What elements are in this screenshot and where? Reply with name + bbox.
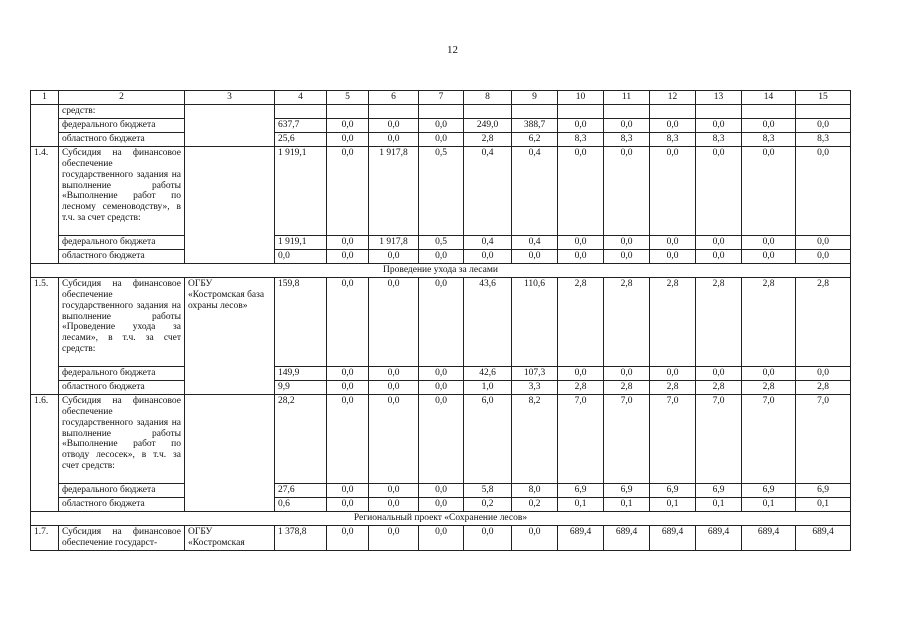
- value-cell: 0,0: [696, 249, 742, 263]
- value-cell: 0,0: [419, 380, 464, 394]
- value-cell: 0,4: [464, 146, 512, 235]
- value-cell: 689,4: [742, 525, 796, 550]
- value-cell: 8,3: [796, 132, 851, 146]
- table-row: [31, 146, 851, 235]
- value-cell: 6,9: [696, 483, 742, 497]
- value-cell: 0,0: [419, 118, 464, 132]
- value-cell: 2,8: [796, 380, 851, 394]
- header-cell: 14: [742, 91, 796, 105]
- value-cell: 0,0: [650, 235, 696, 249]
- value-cell: 0,0: [742, 146, 796, 235]
- value-cell: 0,4: [512, 235, 558, 249]
- value-cell: 0,0: [650, 249, 696, 263]
- value-cell: 1 378,8: [275, 525, 327, 550]
- value-cell: 0,0: [558, 118, 604, 132]
- value-cell: 0,0: [604, 366, 650, 380]
- value-cell: 8,3: [650, 132, 696, 146]
- value-cell: 0,0: [796, 235, 851, 249]
- value-cell: 0,2: [464, 497, 512, 511]
- value-cell: 0,4: [464, 235, 512, 249]
- value-cell: 0,0: [369, 366, 419, 380]
- value-cell: 2,8: [696, 277, 742, 366]
- value-cell: 2,8: [650, 380, 696, 394]
- row-label: федерального бюджета: [59, 483, 185, 497]
- row-label: федерального бюджета: [59, 235, 185, 249]
- value-cell: 0,0: [369, 277, 419, 366]
- value-cell: 0,0: [327, 394, 369, 483]
- value-cell: 0,0: [796, 146, 851, 235]
- value-cell: 0,0: [464, 249, 512, 263]
- value-cell: 0,0: [558, 235, 604, 249]
- value-cell: 2,8: [464, 132, 512, 146]
- section-row: [31, 511, 851, 525]
- row-label: областного бюджета: [59, 132, 185, 146]
- value-cell: 0,1: [696, 497, 742, 511]
- value-cell: [419, 104, 464, 118]
- header-cell: 9: [512, 91, 558, 105]
- value-cell: 2,8: [604, 277, 650, 366]
- value-cell: 149,9: [275, 366, 327, 380]
- row-number: 1.4.: [31, 146, 59, 263]
- row-description: Субсидия на финансовое обеспечение государственного задания на выполнение работы «Проведение ухода за лесами», в т.ч. за счет средств:: [59, 277, 185, 366]
- table-row: [31, 483, 851, 497]
- header-cell: 2: [59, 91, 185, 105]
- value-cell: 0,0: [327, 235, 369, 249]
- value-cell: 0,0: [742, 366, 796, 380]
- value-cell: 6,9: [558, 483, 604, 497]
- value-cell: 0,0: [696, 235, 742, 249]
- value-cell: 6,9: [604, 483, 650, 497]
- value-cell: [275, 104, 327, 118]
- value-cell: [558, 104, 604, 118]
- row-label: средств:: [59, 104, 185, 118]
- value-cell: 2,8: [742, 380, 796, 394]
- value-cell: 2,8: [796, 277, 851, 366]
- value-cell: 0,0: [512, 525, 558, 550]
- value-cell: 0,0: [796, 249, 851, 263]
- table-row: [31, 118, 851, 132]
- value-cell: 2,8: [604, 380, 650, 394]
- value-cell: 0,0: [558, 366, 604, 380]
- value-cell: 0,0: [327, 483, 369, 497]
- table-row: [31, 277, 851, 366]
- table-row: [31, 394, 851, 483]
- value-cell: 0,0: [419, 525, 464, 550]
- value-cell: 0,0: [369, 132, 419, 146]
- value-cell: 0,2: [512, 497, 558, 511]
- value-cell: 0,0: [604, 118, 650, 132]
- value-cell: 0,5: [419, 235, 464, 249]
- value-cell: 0,0: [512, 249, 558, 263]
- value-cell: 0,0: [604, 235, 650, 249]
- value-cell: 28,2: [275, 394, 327, 483]
- value-cell: 0,0: [369, 497, 419, 511]
- row-description: Субсидия на финансовое обеспечение государст-: [59, 525, 185, 550]
- org-cell: ОГБУ «Костромская: [185, 525, 275, 550]
- value-cell: 6,9: [742, 483, 796, 497]
- value-cell: 689,4: [796, 525, 851, 550]
- value-cell: 0,0: [369, 380, 419, 394]
- value-cell: 159,8: [275, 277, 327, 366]
- value-cell: 0,0: [696, 146, 742, 235]
- value-cell: 0,0: [558, 146, 604, 235]
- value-cell: 0,0: [742, 249, 796, 263]
- value-cell: 637,7: [275, 118, 327, 132]
- value-cell: 689,4: [696, 525, 742, 550]
- row-label: областного бюджета: [59, 380, 185, 394]
- table-row: [31, 380, 851, 394]
- value-cell: 0,0: [650, 146, 696, 235]
- value-cell: [369, 104, 419, 118]
- table-row: [31, 235, 851, 249]
- value-cell: 9,9: [275, 380, 327, 394]
- value-cell: 2,8: [558, 380, 604, 394]
- value-cell: 107,3: [512, 366, 558, 380]
- value-cell: 25,6: [275, 132, 327, 146]
- value-cell: 3,3: [512, 380, 558, 394]
- value-cell: 0,0: [419, 394, 464, 483]
- value-cell: 0,0: [275, 249, 327, 263]
- row-number: 1.5.: [31, 277, 59, 394]
- value-cell: 8,2: [512, 394, 558, 483]
- org-cell: [185, 104, 275, 146]
- value-cell: 0,0: [650, 366, 696, 380]
- value-cell: 0,0: [327, 497, 369, 511]
- org-cell: [185, 146, 275, 263]
- value-cell: 388,7: [512, 118, 558, 132]
- value-cell: 0,0: [369, 483, 419, 497]
- row-label: федерального бюджета: [59, 118, 185, 132]
- value-cell: 0,0: [604, 146, 650, 235]
- value-cell: 0,6: [275, 497, 327, 511]
- value-cell: 7,0: [696, 394, 742, 483]
- value-cell: [742, 104, 796, 118]
- value-cell: 0,0: [327, 366, 369, 380]
- table-row: [31, 104, 851, 118]
- value-cell: 0,1: [604, 497, 650, 511]
- value-cell: 689,4: [604, 525, 650, 550]
- section-title: Региональный проект «Сохранение лесов»: [31, 511, 851, 525]
- value-cell: 0,0: [604, 249, 650, 263]
- section-title: Проведение ухода за лесами: [31, 263, 851, 277]
- value-cell: 0,0: [650, 118, 696, 132]
- value-cell: 0,0: [327, 277, 369, 366]
- header-row: [31, 91, 851, 105]
- value-cell: 0,0: [796, 366, 851, 380]
- value-cell: 2,8: [742, 277, 796, 366]
- org-cell: ОГБУ «Костромская база охраны лесов»: [185, 277, 275, 394]
- value-cell: 0,4: [512, 146, 558, 235]
- value-cell: 0,0: [796, 118, 851, 132]
- value-cell: 6,0: [464, 394, 512, 483]
- value-cell: 43,6: [464, 277, 512, 366]
- row-number: [31, 104, 59, 146]
- value-cell: 689,4: [650, 525, 696, 550]
- header-cell: 4: [275, 91, 327, 105]
- row-label: федерального бюджета: [59, 366, 185, 380]
- value-cell: 0,0: [419, 483, 464, 497]
- value-cell: 8,3: [604, 132, 650, 146]
- value-cell: 1 919,1: [275, 146, 327, 235]
- value-cell: 0,0: [327, 249, 369, 263]
- row-label: областного бюджета: [59, 497, 185, 511]
- row-number: 1.7.: [31, 525, 59, 550]
- header-cell: 5: [327, 91, 369, 105]
- value-cell: 689,4: [558, 525, 604, 550]
- value-cell: 7,0: [742, 394, 796, 483]
- value-cell: 7,0: [796, 394, 851, 483]
- header-cell: 15: [796, 91, 851, 105]
- header-cell: 3: [185, 91, 275, 105]
- header-cell: 11: [604, 91, 650, 105]
- value-cell: 0,1: [558, 497, 604, 511]
- value-cell: 0,0: [464, 525, 512, 550]
- header-cell: 8: [464, 91, 512, 105]
- value-cell: 0,0: [696, 366, 742, 380]
- value-cell: 0,0: [327, 525, 369, 550]
- row-number: 1.6.: [31, 394, 59, 511]
- header-cell: 13: [696, 91, 742, 105]
- value-cell: 0,0: [742, 235, 796, 249]
- row-description: Субсидия на финансовое обеспечение государственного задания на выполнение работы «Выполнение работ по лесному семеноводству», в т.ч. за счет средств:: [59, 146, 185, 235]
- value-cell: 0,1: [742, 497, 796, 511]
- header-cell: 12: [650, 91, 696, 105]
- value-cell: [696, 104, 742, 118]
- page-number: 12: [447, 44, 458, 56]
- value-cell: 0,0: [327, 380, 369, 394]
- value-cell: [327, 104, 369, 118]
- value-cell: 2,8: [650, 277, 696, 366]
- value-cell: [604, 104, 650, 118]
- value-cell: 1 917,8: [369, 146, 419, 235]
- value-cell: 0,0: [419, 366, 464, 380]
- value-cell: 2,8: [696, 380, 742, 394]
- value-cell: 0,0: [369, 394, 419, 483]
- value-cell: 6,9: [650, 483, 696, 497]
- value-cell: 249,0: [464, 118, 512, 132]
- org-cell: [185, 394, 275, 511]
- value-cell: 0,0: [369, 249, 419, 263]
- value-cell: 1 917,8: [369, 235, 419, 249]
- value-cell: 0,5: [419, 146, 464, 235]
- table-row: [31, 366, 851, 380]
- value-cell: 2,8: [558, 277, 604, 366]
- value-cell: 5,8: [464, 483, 512, 497]
- row-label: областного бюджета: [59, 249, 185, 263]
- value-cell: 8,3: [742, 132, 796, 146]
- value-cell: 0,0: [419, 497, 464, 511]
- value-cell: 0,0: [558, 249, 604, 263]
- value-cell: 1 919,1: [275, 235, 327, 249]
- value-cell: 0,0: [742, 118, 796, 132]
- value-cell: 6,2: [512, 132, 558, 146]
- value-cell: 110,6: [512, 277, 558, 366]
- header-cell: 10: [558, 91, 604, 105]
- header-cell: 7: [419, 91, 464, 105]
- header-cell: 1: [31, 91, 59, 105]
- header-cell: 6: [369, 91, 419, 105]
- table-row: [31, 249, 851, 263]
- value-cell: 1,0: [464, 380, 512, 394]
- row-description: Субсидия на финансовое обеспечение государственного задания на выполнение работы «Выполнение работ по отводу лесосек», в т.ч. за счет средств:: [59, 394, 185, 483]
- value-cell: 8,0: [512, 483, 558, 497]
- value-cell: 0,0: [419, 249, 464, 263]
- value-cell: 0,1: [650, 497, 696, 511]
- value-cell: [512, 104, 558, 118]
- value-cell: 7,0: [604, 394, 650, 483]
- section-row: [31, 263, 851, 277]
- table-row: [31, 525, 851, 550]
- value-cell: [464, 104, 512, 118]
- value-cell: 0,0: [327, 132, 369, 146]
- value-cell: 42,6: [464, 366, 512, 380]
- value-cell: 0,0: [327, 146, 369, 235]
- table-row: [31, 497, 851, 511]
- value-cell: [650, 104, 696, 118]
- value-cell: 6,9: [796, 483, 851, 497]
- value-cell: 0,0: [419, 132, 464, 146]
- value-cell: [796, 104, 851, 118]
- budget-table: [30, 90, 851, 551]
- value-cell: 0,1: [796, 497, 851, 511]
- value-cell: 27,6: [275, 483, 327, 497]
- value-cell: 7,0: [650, 394, 696, 483]
- value-cell: 7,0: [558, 394, 604, 483]
- table-row: [31, 132, 851, 146]
- value-cell: 8,3: [558, 132, 604, 146]
- value-cell: 0,0: [369, 525, 419, 550]
- value-cell: 8,3: [696, 132, 742, 146]
- value-cell: 0,0: [369, 118, 419, 132]
- value-cell: 0,0: [696, 118, 742, 132]
- value-cell: 0,0: [419, 277, 464, 366]
- value-cell: 0,0: [327, 118, 369, 132]
